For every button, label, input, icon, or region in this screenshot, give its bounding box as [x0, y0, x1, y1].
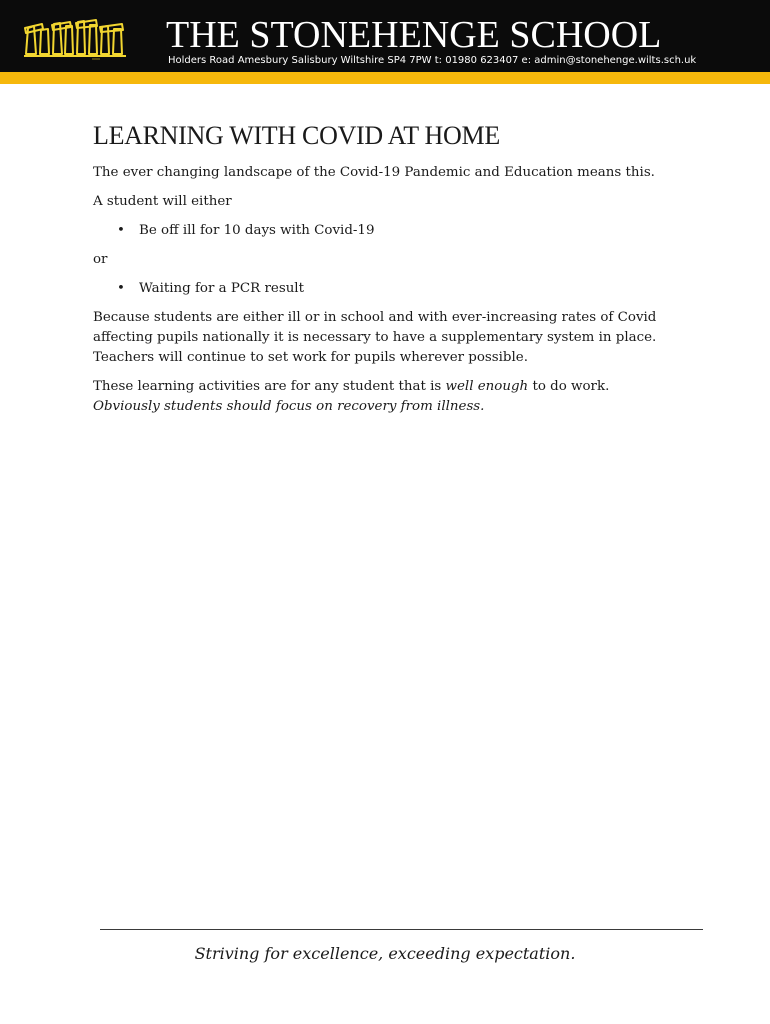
document-title: LEARNING WITH COVID AT HOME — [93, 121, 500, 150]
activities-paragraph — [93, 377, 693, 417]
intro-paragraph: The ever changing landscape of the Covid-19 Pandemic and Education means this. — [93, 165, 655, 180]
either-label: A student will either — [93, 194, 232, 209]
bullet-list-2 — [93, 279, 693, 299]
supplementary-paragraph: Because students are either ill or in school and with ever-increasing rates of Covid affecting pupils nationally it is necessary to have a supplementary system in place. Teachers will continue to set work for pupils wherever possible. — [93, 310, 657, 365]
school-address: Holders Road Amesbury Salisbury Wiltshire SP4 7PW t: 01980 623407 e: admin@stonehenge.wilts.sch.uk — [168, 55, 697, 66]
activities-text-end: to do work. — [528, 379, 610, 394]
stonehenge-logo-icon — [22, 14, 128, 62]
list-item — [93, 279, 693, 299]
or-label: or — [93, 252, 108, 267]
recovery-note: Obviously students should focus on recovery from illness. — [93, 399, 485, 414]
list-item-text: Be off ill for 10 days with Covid-19 — [139, 223, 375, 238]
bullet-icon: • — [117, 223, 125, 238]
footer-divider — [100, 929, 703, 930]
school-name: THE STONEHENGE SCHOOL — [166, 14, 662, 56]
activities-emphasis: well enough — [445, 379, 529, 394]
activities-text-start: These learning activities are for any student that is — [93, 379, 446, 394]
document-body — [93, 120, 693, 426]
bullet-list-1 — [93, 221, 693, 241]
school-header — [0, 0, 770, 72]
header-accent-bar — [0, 72, 770, 84]
list-item-text: Waiting for a PCR result — [139, 281, 304, 296]
list-item — [93, 221, 693, 241]
bullet-icon: • — [117, 281, 125, 296]
footer-motto: Striving for excellence, exceeding expectation. — [194, 944, 576, 963]
